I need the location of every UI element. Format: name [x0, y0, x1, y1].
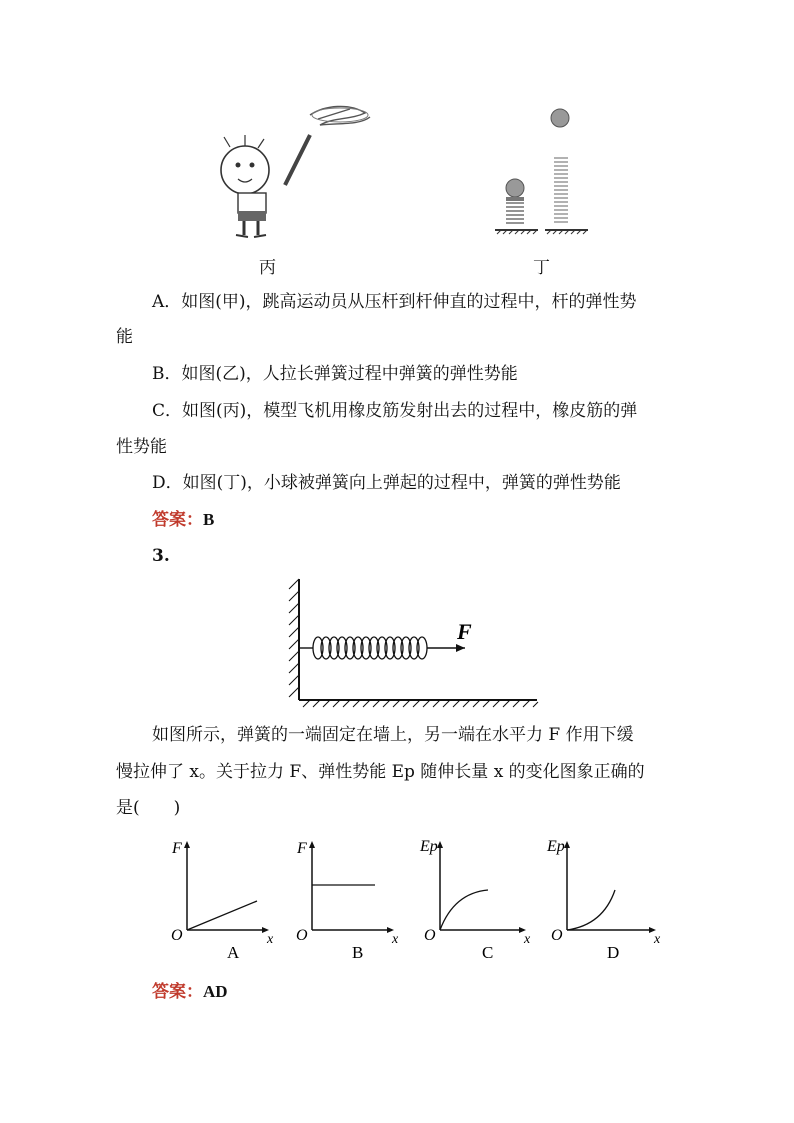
option-a-line1: A．如图(甲)，跳高运动员从压杆到杆伸直的过程中，杆的弹性势 — [152, 292, 637, 312]
graph-d-y-label: Ep — [547, 838, 565, 855]
figure-bing-label: 丙 — [259, 258, 276, 278]
graph-c-y-label: Ep — [420, 838, 438, 855]
graph-b-x-label: x — [392, 932, 399, 947]
graph-a-origin: O — [171, 927, 183, 944]
graph-b-origin: O — [296, 927, 308, 944]
option-c-line1: C．如图(丙)，模型飞机用橡皮筋发射出去的过程中，橡皮筋的弹 — [152, 401, 638, 421]
graph-c-option: C — [482, 943, 494, 962]
stem-line1: 如图所示，弹簧的一端固定在墙上，另一端在水平力 F 作用下缓 — [152, 725, 634, 745]
graph-b — [290, 835, 400, 965]
graph-c — [418, 835, 533, 965]
graph-d-origin: O — [551, 927, 563, 944]
spring-wall-diagram — [285, 575, 545, 710]
stem-line2: 慢拉伸了 x。关于拉力 F、弹性势能 Ep 随伸长量 x 的变化图象正确的 — [116, 762, 645, 782]
figure-ding-illustration — [490, 100, 610, 245]
option-a-line2: 能 — [116, 327, 133, 347]
graph-c-x-label: x — [524, 932, 531, 947]
force-label: F — [457, 619, 472, 644]
graph-b-y-label: F — [297, 840, 307, 857]
graph-c-origin: O — [424, 927, 436, 944]
graph-d-option: D — [607, 943, 620, 962]
answer-label: 答案： — [152, 510, 203, 530]
option-d: D．如图(丁)，小球被弹簧向上弹起的过程中，弹簧的弹性势能 — [152, 473, 621, 493]
answer-label: 答案： — [152, 982, 203, 1002]
graph-d-x-label: x — [654, 932, 661, 947]
graph-d — [545, 835, 663, 965]
answer-value: B — [203, 510, 215, 529]
graph-b-option: B — [352, 943, 364, 962]
stem-line3: 是( ) — [116, 798, 181, 818]
q2-answer — [152, 510, 214, 530]
graph-a-option: A — [227, 943, 240, 962]
answer-value: AD — [203, 982, 228, 1001]
graph-a — [165, 835, 275, 965]
figure-ding-label: 丁 — [533, 258, 550, 278]
graph-a-y-label: F — [172, 840, 182, 857]
option-c-line2: 性势能 — [116, 437, 167, 457]
figure-bing-illustration — [200, 95, 380, 245]
option-b: B．如图(乙)，人拉长弹簧过程中弹簧的弹性势能 — [152, 364, 518, 384]
q3-answer — [152, 982, 228, 1002]
question-number: 3. — [152, 546, 170, 566]
graph-a-x-label: x — [267, 932, 274, 947]
